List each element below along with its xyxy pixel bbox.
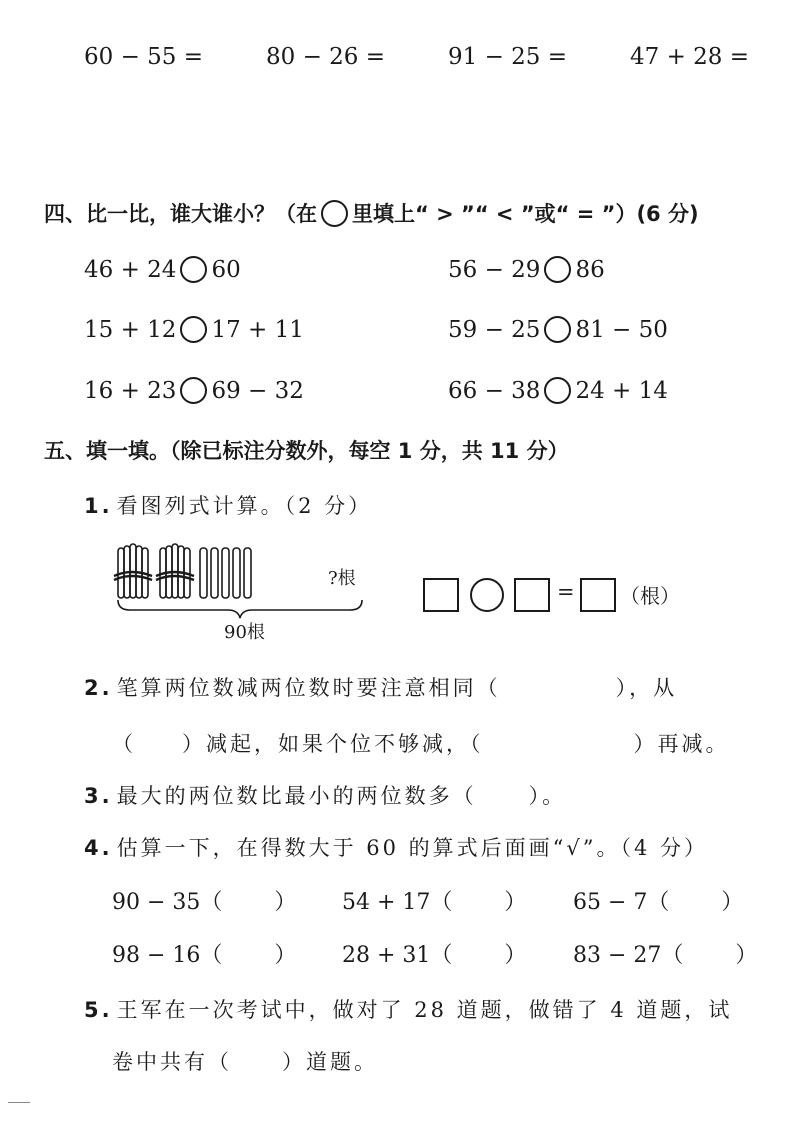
compare-6: [448, 377, 668, 404]
compare-circle[interactable]: [180, 256, 207, 283]
q4-expr: 83 − 27（: [573, 943, 684, 968]
answer-box-2[interactable]: [514, 578, 550, 612]
compare-left: 56 − 29: [448, 257, 541, 283]
q3-number: 3.: [84, 784, 113, 808]
compare-2: [448, 256, 605, 283]
q4-close: ）: [721, 890, 744, 915]
answer-box-3[interactable]: [580, 578, 616, 612]
compare-right: 24 + 14: [575, 378, 668, 404]
question-label: ?根: [328, 568, 356, 589]
q2-line2: [112, 728, 730, 758]
q4-close: ）: [504, 943, 527, 968]
compare-circle[interactable]: [544, 377, 571, 404]
q2-text-c: （: [112, 732, 136, 756]
q2-text-a: 笔算两位数减两位数时要注意相同（: [116, 676, 501, 700]
q4-expr: 65 − 7（: [573, 890, 670, 915]
q4-item-5: [342, 938, 526, 969]
compare-1: [84, 256, 241, 283]
compare-circle[interactable]: [544, 256, 571, 283]
q4-line: [84, 832, 708, 862]
q2-number: 2.: [84, 676, 113, 700]
q4-item-2: [342, 885, 526, 916]
compare-4: [448, 316, 668, 343]
answer-box-1[interactable]: [423, 578, 459, 612]
compare-left: 66 − 38: [448, 378, 541, 404]
unit-label: （根）: [620, 584, 680, 608]
q1-text: 看图列式计算。（2 分）: [116, 494, 373, 518]
q4-item-4: [112, 938, 296, 969]
q4-expr: 54 + 17（: [342, 890, 453, 915]
q4-close: ）: [274, 890, 297, 915]
q4-expr: 28 + 31（: [342, 943, 453, 968]
calc-1: 60 − 55 =: [84, 44, 204, 70]
compare-left: 15 + 12: [84, 317, 177, 343]
q4-item-3: [573, 885, 743, 916]
compare-left: 46 + 24: [84, 257, 177, 283]
q4-item-1: [112, 885, 296, 916]
compare-right: 69 − 32: [211, 378, 304, 404]
calc-2: 80 − 26 =: [266, 44, 386, 70]
q2-text-e: ）再减。: [633, 732, 730, 756]
compare-circle[interactable]: [180, 316, 207, 343]
compare-left: 16 + 23: [84, 378, 177, 404]
operator-circle[interactable]: [470, 578, 504, 612]
q5-line1: [84, 994, 732, 1024]
compare-circle[interactable]: [180, 377, 207, 404]
q4-item-6: [573, 938, 757, 969]
q1-line: [84, 490, 372, 520]
q5-number: 5.: [84, 998, 113, 1022]
q2-text-b: ），从: [615, 676, 678, 700]
q5-line2: [112, 1046, 378, 1076]
total-label: 90根: [224, 622, 265, 643]
q4-expr: 90 − 35（: [112, 890, 223, 915]
q5-text-a: 卷中共有（: [112, 1050, 232, 1074]
compare-5: [84, 377, 304, 404]
single-sticks-icon: [200, 548, 251, 598]
compare-3: [84, 316, 304, 343]
brace-icon: [118, 600, 362, 618]
q3-text-a: 最大的两位数比最小的两位数多（: [116, 784, 477, 808]
bundle-of-ten-icon: [156, 544, 194, 598]
q2-line1: [84, 672, 677, 702]
q4-close: ）: [274, 943, 297, 968]
q2-text-d: ）减起，如果个位不够减，（: [182, 732, 484, 756]
q4-number: 4.: [84, 836, 113, 860]
section4-title: [44, 198, 699, 228]
q5-text-b: ）道题。: [282, 1050, 378, 1074]
q4-close: ）: [735, 943, 758, 968]
calc-3: 91 − 25 =: [448, 44, 568, 70]
q1-number: 1.: [84, 494, 113, 518]
section5-title: 五、填一填。（除已标注分数外，每空 1 分，共 11 分）: [44, 439, 569, 463]
q3-line: [84, 780, 566, 810]
q4-close: ）: [504, 890, 527, 915]
bundle-of-ten-icon: [114, 544, 152, 598]
q4-text: 估算一下，在得数大于 60 的算式后面画“√”。（4 分）: [116, 836, 709, 860]
circle-icon: [321, 200, 348, 227]
section4-title-b: 里填上“ > ”“ < ”或“ = ”）(6 分): [352, 202, 699, 226]
compare-right: 81 − 50: [575, 317, 668, 343]
compare-right: 60: [211, 257, 241, 283]
q3-text-b: ）。: [528, 784, 567, 808]
compare-circle[interactable]: [544, 316, 571, 343]
q5-text: 王军在一次考试中，做对了 28 道题，做错了 4 道题，试: [116, 998, 733, 1022]
corner-mark: [8, 1102, 30, 1103]
compare-right: 17 + 11: [211, 317, 304, 343]
section4-title-a: 四、比一比，谁大谁小？（在: [44, 202, 317, 226]
equals-sign: =: [557, 580, 575, 604]
compare-left: 59 − 25: [448, 317, 541, 343]
q4-expr: 98 − 16（: [112, 943, 223, 968]
calc-4: 47 + 28 =: [630, 44, 750, 70]
compare-right: 86: [575, 257, 605, 283]
